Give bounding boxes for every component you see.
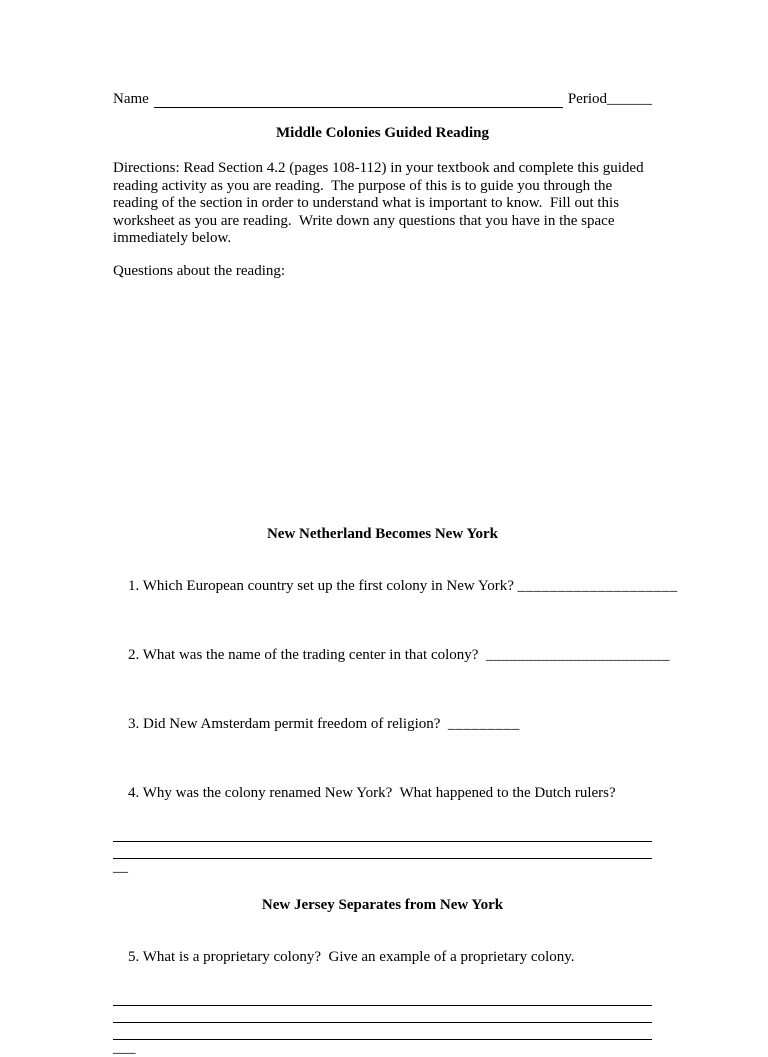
question-5 — [113, 932, 652, 983]
name-blank — [154, 93, 563, 108]
question-4-answer-lines — [113, 825, 652, 876]
question-2 — [113, 630, 670, 681]
answer-line — [113, 842, 652, 859]
directions-paragraph: Directions: Read Section 4.2 (pages 108-112) in your textbook and complete this guided reading activity as you are reading. The purpose of this is to guide you through the reading of the section in order to understand what is important to know. Fill out this worksheet as you are reading. Write down any questions that you have in the space immediately below. — [113, 160, 648, 246]
question-5-text: 5. What is a proprietary colony? Give an example of a proprietary colony. — [128, 948, 575, 965]
period-label: Period — [567, 91, 607, 107]
answer-line — [113, 989, 652, 1006]
period-blank: ______ — [607, 91, 652, 107]
answer-line — [113, 1023, 652, 1040]
question-1-blank: ____________________ — [517, 577, 678, 594]
answer-line-stub: ___ — [113, 1039, 136, 1056]
answer-line — [113, 1006, 652, 1023]
question-2-text: 2. What was the name of the trading center in that colony? — [128, 646, 486, 663]
question-5-answer-lines — [113, 989, 652, 1057]
answer-line-stub: __ — [113, 858, 128, 875]
document-title: Middle Colonies Guided Reading — [276, 125, 489, 141]
question-3-text: 3. Did New Amsterdam permit freedom of religion? — [128, 715, 448, 732]
question-1-text: 1. Which European country set up the first colony in New York? — [128, 577, 518, 594]
blank-answer-space — [113, 280, 652, 505]
question-1 — [113, 561, 678, 612]
question-3 — [113, 699, 652, 750]
questions-prompt: Questions about the reading: — [113, 262, 286, 279]
answer-line — [113, 825, 652, 842]
section-heading-new-netherland: New Netherland Becomes New York — [266, 525, 499, 542]
name-label: Name — [113, 91, 149, 107]
name-period-row — [113, 90, 652, 108]
question-4-text: 4. Why was the colony renamed New York? What happened to the Dutch rulers? — [128, 784, 616, 801]
question-2-blank: _______________________ — [485, 646, 670, 663]
question-4 — [113, 768, 652, 819]
section-heading-new-jersey: New Jersey Separates from New York — [261, 896, 504, 913]
question-3-blank: _________ — [447, 715, 520, 732]
